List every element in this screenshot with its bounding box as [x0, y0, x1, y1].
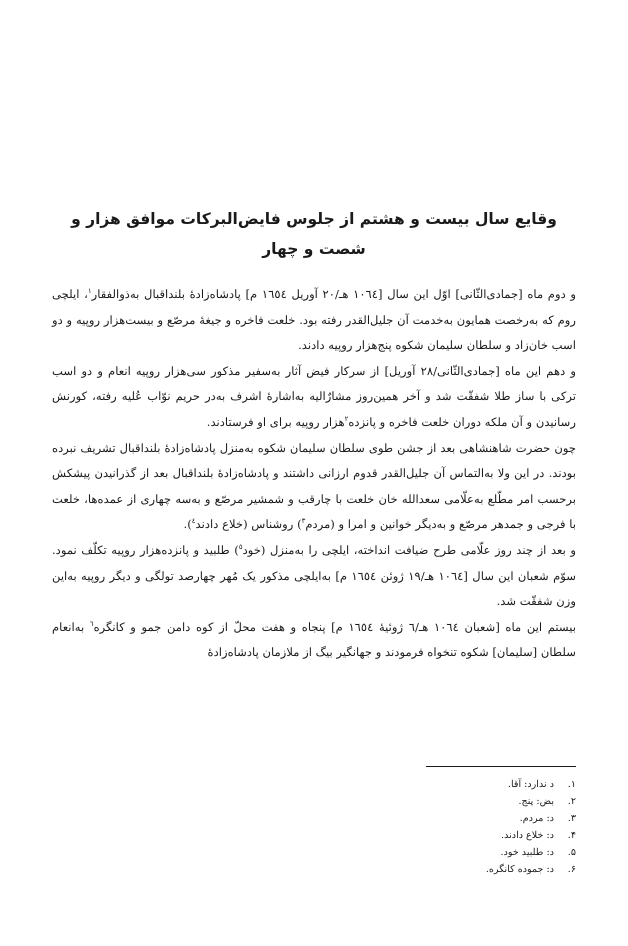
paragraph: بیستم این ماه [شعبان ۱۰٦٤ هـ/٦ ژوئیهٔ ۱٦٥٤ م] پنجاه و هفت محلّ از کوه دامن جمو و کانگره$^٦$ به‌انعام سلطان [سلیمان] شکوه تنخواه فرمودند و جهانگیر بیگ از ملازمان پادشاه‌زادهٔ [52, 619, 576, 660]
footnote-marker: ٦ [89, 619, 94, 628]
footnotes-list [276, 776, 576, 878]
footnote-item: ۳. د: مردم. [519, 813, 576, 824]
footnote-item: ۴. د: خلاع دادند. [501, 830, 576, 841]
chapter-title: وقایع سال بیست و هشتم از جلوس فایض‌البرکات موافق هزار و شصت و چهار [71, 210, 557, 258]
footnote-marker: ٥ [238, 543, 243, 552]
paragraph: و دوم ماه [جمادی‌الثّانی] اوّل این سال [۱۰٦٤ هـ/۲۰ آوریل ۱٦٥٤ م] پادشاه‌زادهٔ بلنداقبال به‌ذوالفقار$^١$، ایلچی روم که به‌رخصت همایون به‌خدمت آن جلیل‌القدر رفته بود. خلعت فاخره و جیغهٔ مرصّع و بیست‌هزار روپیه و دو اسب خان‌زاد و سلطان سلیمان شکوه پنج‌هزار روپیه دادند. [52, 287, 576, 353]
paragraph: و دهم این ماه [جمادی‌الثّانی/۲۸ آوریل] از سرکار فیض آثار به‌سفیر مذکور سی‌هزار روپیه انعام و دو اسب ترکی با ساز طلا شفقّت شد و آخر همین‌روز مشارٌالیه به‌اشارهٔ اشرف به‌در حریم نوّاب عُلیه رفته، کورنش رسانیدن و آن ملکه دوران خلعت فاخره و پانزده$^٢$هزار روپیه برای او فرستادند. [52, 363, 576, 429]
footnote-marker: ١ [87, 287, 92, 296]
paragraph: و بعد از چند روز علّامی طرح ضیافت انداخته، ایلچی را به‌منزل (خود$^٥$) طلبید و پانزده‌هزار روپیه تکلّف نمود. سوّم شعبان این سال [۱۰٦٤ هـ/۱۹ ژوئن ۱٦٥٤ م] به‌ایلچی مذکور یک مُهر چهارصد تولگی و دیگر روپیه به‌این وزن شفقّت شد. [52, 542, 576, 609]
footnote-item: ۶. د: جموده کانگره. [485, 864, 576, 875]
body-text [52, 282, 576, 666]
footnote-marker: ٢ [344, 415, 349, 424]
footnote-marker: ٤ [191, 517, 196, 526]
footnote-item: ۱. د ندارد: آقا. [507, 779, 576, 790]
footnote-item: ۲. بض: پنج. [518, 796, 576, 807]
footnote-divider [426, 766, 576, 767]
paragraph: چون حضرت شاهنشاهی بعد از جشن طوی سلطان سلیمان شکوه به‌منزل پادشاه‌زادهٔ بلنداقبال تشریف نبرده بودند. در این ولا به‌التماس آن جلیل‌القدر قدوم ارزانی داشتند و پادشاه‌زادهٔ بلنداقبال بعد از گذرانیدن پیشکش برحسب امر مطّلع به‌علّامی سعدالله خان خلعت با چارقب و شمشیر مرصّع و به‌سه چهاری از عمده‌ها، خلعت با فرجی و جمدهر مرصّع و به‌دیگر خوانین و امرا و (مردم$^٣$) روشناس (خلاع دادند$^٤$). [52, 440, 576, 532]
footnote-marker: ٣ [301, 517, 306, 526]
footnote-item: ۵. د: طلبید خود. [500, 847, 576, 858]
